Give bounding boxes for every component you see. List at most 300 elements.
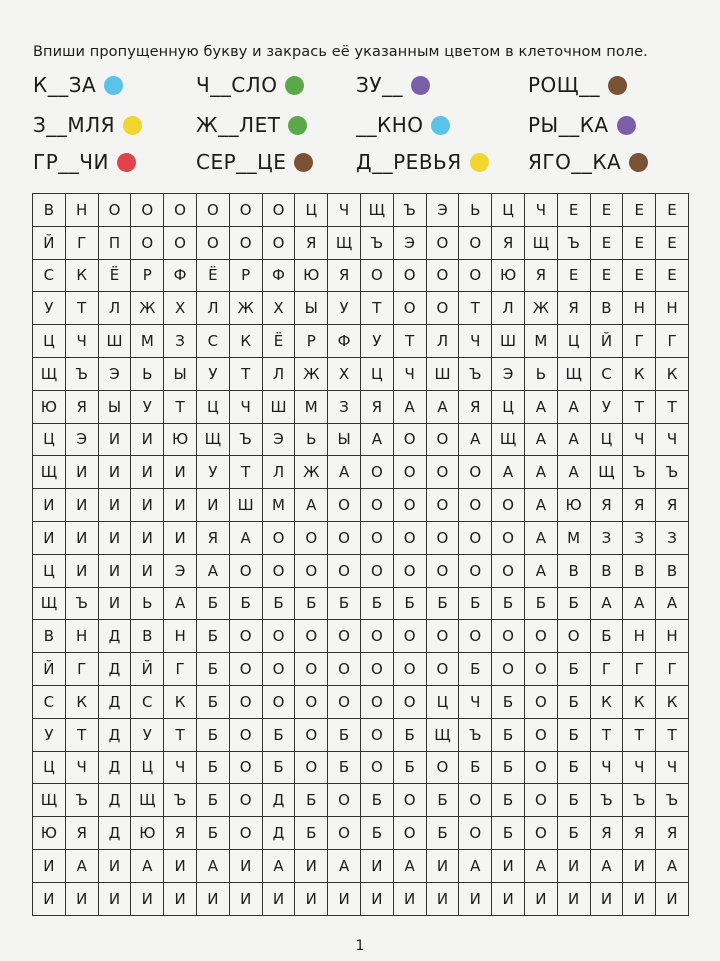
grid-cell[interactable]: Т <box>656 391 689 424</box>
grid-cell[interactable]: О <box>328 817 361 850</box>
grid-cell[interactable]: Ж <box>525 292 558 325</box>
grid-cell[interactable]: Э <box>492 358 525 391</box>
grid-cell[interactable]: Б <box>328 588 361 621</box>
grid-cell[interactable]: И <box>66 456 99 489</box>
grid-cell[interactable]: И <box>164 489 197 522</box>
grid-cell[interactable]: И <box>197 489 230 522</box>
grid-cell[interactable]: О <box>427 653 460 686</box>
grid-cell[interactable]: О <box>525 752 558 785</box>
grid-cell[interactable]: А <box>525 522 558 555</box>
grid-cell[interactable]: О <box>263 522 296 555</box>
grid-cell[interactable]: Б <box>197 817 230 850</box>
grid-cell[interactable]: Б <box>197 752 230 785</box>
grid-cell[interactable]: Ы <box>99 391 132 424</box>
grid-cell[interactable]: Б <box>394 588 427 621</box>
grid-cell[interactable]: Ъ <box>656 456 689 489</box>
grid-cell[interactable]: Й <box>33 227 66 260</box>
grid-cell[interactable]: У <box>328 292 361 325</box>
grid-cell[interactable]: А <box>591 588 624 621</box>
grid-cell[interactable]: Б <box>361 588 394 621</box>
grid-cell[interactable]: Б <box>394 719 427 752</box>
grid-cell[interactable]: Я <box>66 391 99 424</box>
grid-cell[interactable]: А <box>427 391 460 424</box>
grid-cell[interactable]: В <box>33 620 66 653</box>
grid-cell[interactable]: И <box>361 850 394 883</box>
grid-cell[interactable]: Я <box>623 489 656 522</box>
grid-cell[interactable]: О <box>230 817 263 850</box>
grid-cell[interactable]: О <box>230 752 263 785</box>
grid-cell[interactable]: У <box>33 719 66 752</box>
grid-cell[interactable]: Ъ <box>459 719 492 752</box>
grid-cell[interactable]: И <box>99 588 132 621</box>
grid-cell[interactable]: К <box>230 325 263 358</box>
grid-cell[interactable]: И <box>525 883 558 916</box>
grid-cell[interactable]: И <box>459 883 492 916</box>
grid-cell[interactable]: Т <box>459 292 492 325</box>
grid-cell[interactable]: О <box>230 194 263 227</box>
grid-cell[interactable]: Д <box>99 653 132 686</box>
grid-cell[interactable]: Б <box>427 817 460 850</box>
grid-cell[interactable]: О <box>459 456 492 489</box>
grid-cell[interactable]: Я <box>295 227 328 260</box>
grid-cell[interactable]: И <box>230 883 263 916</box>
grid-cell[interactable]: И <box>33 489 66 522</box>
grid-cell[interactable]: О <box>394 260 427 293</box>
grid-cell[interactable]: О <box>427 555 460 588</box>
grid-cell[interactable]: Е <box>623 260 656 293</box>
grid-cell[interactable]: А <box>525 391 558 424</box>
grid-cell[interactable]: У <box>131 391 164 424</box>
grid-cell[interactable]: О <box>459 555 492 588</box>
grid-cell[interactable]: Б <box>492 588 525 621</box>
grid-cell[interactable]: А <box>656 588 689 621</box>
grid-cell[interactable]: Ц <box>33 555 66 588</box>
grid-cell[interactable]: С <box>591 358 624 391</box>
grid-cell[interactable]: О <box>525 653 558 686</box>
grid-cell[interactable]: У <box>591 391 624 424</box>
grid-cell[interactable]: Б <box>361 784 394 817</box>
grid-cell[interactable]: О <box>459 784 492 817</box>
grid-cell[interactable]: Ц <box>558 325 591 358</box>
grid-cell[interactable]: И <box>427 850 460 883</box>
grid-cell[interactable]: А <box>623 588 656 621</box>
grid-cell[interactable]: Ъ <box>623 784 656 817</box>
grid-cell[interactable]: К <box>591 686 624 719</box>
grid-cell[interactable]: Т <box>394 325 427 358</box>
grid-cell[interactable]: Й <box>33 653 66 686</box>
grid-cell[interactable]: О <box>230 620 263 653</box>
grid-cell[interactable]: О <box>558 620 591 653</box>
grid-cell[interactable]: И <box>131 883 164 916</box>
grid-cell[interactable]: У <box>197 358 230 391</box>
grid-cell[interactable]: О <box>459 522 492 555</box>
grid-cell[interactable]: Б <box>295 817 328 850</box>
grid-cell[interactable]: О <box>99 194 132 227</box>
grid-cell[interactable]: К <box>623 686 656 719</box>
grid-cell[interactable]: Т <box>164 391 197 424</box>
grid-cell[interactable]: Э <box>394 227 427 260</box>
grid-cell[interactable]: О <box>230 555 263 588</box>
grid-cell[interactable]: Т <box>623 391 656 424</box>
grid-cell[interactable]: И <box>656 883 689 916</box>
grid-cell[interactable]: Д <box>99 686 132 719</box>
grid-cell[interactable]: О <box>328 620 361 653</box>
grid-cell[interactable]: И <box>558 850 591 883</box>
grid-cell[interactable]: Щ <box>131 784 164 817</box>
grid-cell[interactable]: О <box>295 522 328 555</box>
grid-cell[interactable]: Г <box>656 325 689 358</box>
grid-cell[interactable]: И <box>164 456 197 489</box>
grid-cell[interactable]: Ю <box>33 391 66 424</box>
grid-cell[interactable]: О <box>328 653 361 686</box>
grid-cell[interactable]: Б <box>558 784 591 817</box>
grid-cell[interactable]: А <box>328 850 361 883</box>
grid-cell[interactable]: Л <box>492 292 525 325</box>
grid-cell[interactable]: О <box>525 620 558 653</box>
grid-cell[interactable]: И <box>131 489 164 522</box>
grid-cell[interactable]: О <box>492 555 525 588</box>
grid-cell[interactable]: Щ <box>197 424 230 457</box>
grid-cell[interactable]: О <box>263 686 296 719</box>
grid-cell[interactable]: К <box>164 686 197 719</box>
grid-cell[interactable]: Г <box>164 653 197 686</box>
grid-cell[interactable]: Ы <box>164 358 197 391</box>
grid-cell[interactable]: Щ <box>427 719 460 752</box>
grid-cell[interactable]: И <box>99 456 132 489</box>
grid-cell[interactable]: И <box>492 850 525 883</box>
grid-cell[interactable]: О <box>394 522 427 555</box>
grid-cell[interactable]: В <box>656 555 689 588</box>
grid-cell[interactable]: О <box>459 620 492 653</box>
grid-cell[interactable]: И <box>99 883 132 916</box>
grid-cell[interactable]: Я <box>459 391 492 424</box>
grid-cell[interactable]: Ц <box>492 194 525 227</box>
grid-cell[interactable]: О <box>230 686 263 719</box>
grid-cell[interactable]: И <box>295 883 328 916</box>
grid-cell[interactable]: К <box>66 686 99 719</box>
grid-cell[interactable]: И <box>623 883 656 916</box>
grid-cell[interactable]: О <box>197 194 230 227</box>
grid-cell[interactable]: Ч <box>591 752 624 785</box>
grid-cell[interactable]: А <box>361 424 394 457</box>
grid-cell[interactable]: Е <box>558 194 591 227</box>
grid-cell[interactable]: Э <box>164 555 197 588</box>
grid-cell[interactable]: Б <box>558 653 591 686</box>
grid-cell[interactable]: Я <box>623 817 656 850</box>
grid-cell[interactable]: Е <box>591 227 624 260</box>
grid-cell[interactable]: З <box>591 522 624 555</box>
grid-cell[interactable]: Б <box>295 588 328 621</box>
grid-cell[interactable]: Ш <box>263 391 296 424</box>
grid-cell[interactable]: Г <box>623 325 656 358</box>
grid-cell[interactable]: Ч <box>164 752 197 785</box>
grid-cell[interactable]: Ё <box>197 260 230 293</box>
grid-cell[interactable]: Ц <box>131 752 164 785</box>
grid-cell[interactable]: Б <box>492 719 525 752</box>
grid-cell[interactable]: А <box>558 456 591 489</box>
grid-cell[interactable]: Б <box>558 817 591 850</box>
grid-cell[interactable]: К <box>623 358 656 391</box>
grid-cell[interactable]: О <box>525 719 558 752</box>
grid-cell[interactable]: Н <box>164 620 197 653</box>
grid-cell[interactable]: О <box>394 784 427 817</box>
grid-cell[interactable]: О <box>427 424 460 457</box>
grid-cell[interactable]: Д <box>263 784 296 817</box>
grid-cell[interactable]: Ю <box>492 260 525 293</box>
grid-cell[interactable]: Х <box>164 292 197 325</box>
grid-cell[interactable]: Я <box>656 489 689 522</box>
grid-cell[interactable]: Ъ <box>394 194 427 227</box>
grid-cell[interactable]: О <box>328 555 361 588</box>
grid-cell[interactable]: Б <box>492 752 525 785</box>
grid-cell[interactable]: В <box>33 194 66 227</box>
grid-cell[interactable]: Ю <box>558 489 591 522</box>
grid-cell[interactable]: Д <box>99 752 132 785</box>
grid-cell[interactable]: О <box>361 719 394 752</box>
grid-cell[interactable]: Т <box>66 292 99 325</box>
grid-cell[interactable]: И <box>164 522 197 555</box>
grid-cell[interactable]: Т <box>656 719 689 752</box>
grid-cell[interactable]: Ъ <box>361 227 394 260</box>
grid-cell[interactable]: Ъ <box>459 358 492 391</box>
grid-cell[interactable]: Ц <box>197 391 230 424</box>
grid-cell[interactable]: Л <box>197 292 230 325</box>
grid-cell[interactable]: Щ <box>525 227 558 260</box>
grid-cell[interactable]: О <box>361 686 394 719</box>
grid-cell[interactable]: Б <box>295 784 328 817</box>
grid-cell[interactable]: З <box>656 522 689 555</box>
grid-cell[interactable]: Ь <box>459 194 492 227</box>
grid-cell[interactable]: И <box>295 850 328 883</box>
grid-cell[interactable]: М <box>525 325 558 358</box>
grid-cell[interactable]: О <box>394 555 427 588</box>
grid-cell[interactable]: О <box>361 752 394 785</box>
grid-cell[interactable]: Т <box>230 358 263 391</box>
grid-cell[interactable]: Т <box>591 719 624 752</box>
grid-cell[interactable]: Ъ <box>164 784 197 817</box>
grid-cell[interactable]: О <box>131 227 164 260</box>
grid-cell[interactable]: Б <box>197 653 230 686</box>
grid-cell[interactable]: Ц <box>591 424 624 457</box>
grid-cell[interactable]: С <box>131 686 164 719</box>
grid-cell[interactable]: Р <box>131 260 164 293</box>
grid-cell[interactable]: Э <box>99 358 132 391</box>
grid-cell[interactable]: И <box>164 850 197 883</box>
grid-cell[interactable]: У <box>131 719 164 752</box>
grid-cell[interactable]: Щ <box>492 424 525 457</box>
grid-cell[interactable]: Б <box>361 817 394 850</box>
grid-cell[interactable]: Е <box>656 227 689 260</box>
grid-cell[interactable]: А <box>656 850 689 883</box>
grid-cell[interactable]: Д <box>99 817 132 850</box>
grid-cell[interactable]: Н <box>66 194 99 227</box>
grid-cell[interactable]: Г <box>66 227 99 260</box>
grid-cell[interactable]: О <box>427 522 460 555</box>
grid-cell[interactable]: О <box>394 456 427 489</box>
grid-cell[interactable]: Я <box>328 260 361 293</box>
grid-cell[interactable]: М <box>263 489 296 522</box>
grid-cell[interactable]: И <box>99 522 132 555</box>
grid-cell[interactable]: А <box>394 391 427 424</box>
grid-cell[interactable]: О <box>492 620 525 653</box>
grid-cell[interactable]: Б <box>492 686 525 719</box>
grid-cell[interactable]: Н <box>623 292 656 325</box>
grid-cell[interactable]: А <box>164 588 197 621</box>
grid-cell[interactable]: Ъ <box>656 784 689 817</box>
grid-cell[interactable]: Б <box>591 620 624 653</box>
grid-cell[interactable]: Б <box>230 588 263 621</box>
grid-cell[interactable]: О <box>295 752 328 785</box>
grid-cell[interactable]: Б <box>558 752 591 785</box>
grid-cell[interactable]: Ш <box>427 358 460 391</box>
grid-cell[interactable]: О <box>361 522 394 555</box>
grid-cell[interactable]: Ч <box>230 391 263 424</box>
grid-cell[interactable]: Ж <box>295 456 328 489</box>
grid-cell[interactable]: Ч <box>525 194 558 227</box>
grid-cell[interactable]: Э <box>427 194 460 227</box>
grid-cell[interactable]: И <box>33 883 66 916</box>
grid-cell[interactable]: В <box>591 292 624 325</box>
grid-cell[interactable]: И <box>131 555 164 588</box>
grid-cell[interactable]: О <box>427 620 460 653</box>
grid-cell[interactable]: Ч <box>656 752 689 785</box>
grid-cell[interactable]: О <box>427 489 460 522</box>
grid-cell[interactable]: О <box>492 489 525 522</box>
grid-cell[interactable]: В <box>558 555 591 588</box>
grid-cell[interactable]: О <box>295 653 328 686</box>
grid-cell[interactable]: И <box>33 522 66 555</box>
grid-cell[interactable]: Ч <box>623 424 656 457</box>
grid-cell[interactable]: Б <box>197 620 230 653</box>
grid-cell[interactable]: О <box>394 489 427 522</box>
grid-cell[interactable]: Я <box>492 227 525 260</box>
grid-cell[interactable]: И <box>328 883 361 916</box>
grid-cell[interactable]: Т <box>361 292 394 325</box>
grid-cell[interactable]: Б <box>197 588 230 621</box>
grid-cell[interactable]: Ъ <box>66 358 99 391</box>
grid-cell[interactable]: П <box>99 227 132 260</box>
grid-cell[interactable]: О <box>164 194 197 227</box>
grid-cell[interactable]: О <box>197 227 230 260</box>
grid-cell[interactable]: О <box>361 620 394 653</box>
grid-cell[interactable]: О <box>427 227 460 260</box>
grid-cell[interactable]: Л <box>263 358 296 391</box>
grid-cell[interactable]: Г <box>656 653 689 686</box>
grid-cell[interactable]: О <box>394 292 427 325</box>
grid-cell[interactable]: Б <box>328 752 361 785</box>
grid-cell[interactable]: М <box>131 325 164 358</box>
grid-cell[interactable]: И <box>492 883 525 916</box>
grid-cell[interactable]: Щ <box>361 194 394 227</box>
grid-cell[interactable]: Б <box>263 752 296 785</box>
grid-cell[interactable]: О <box>361 456 394 489</box>
grid-cell[interactable]: Л <box>427 325 460 358</box>
grid-cell[interactable]: Я <box>591 817 624 850</box>
grid-cell[interactable]: И <box>66 883 99 916</box>
grid-cell[interactable]: И <box>99 555 132 588</box>
grid-cell[interactable]: О <box>361 489 394 522</box>
grid-cell[interactable]: Ж <box>131 292 164 325</box>
grid-cell[interactable]: З <box>164 325 197 358</box>
grid-cell[interactable]: Н <box>623 620 656 653</box>
grid-cell[interactable]: Щ <box>33 456 66 489</box>
grid-cell[interactable]: Ф <box>164 260 197 293</box>
grid-cell[interactable]: Ъ <box>66 784 99 817</box>
grid-cell[interactable]: Б <box>459 653 492 686</box>
grid-cell[interactable]: Х <box>263 292 296 325</box>
grid-cell[interactable]: Ц <box>295 194 328 227</box>
grid-cell[interactable]: И <box>263 883 296 916</box>
grid-cell[interactable]: О <box>328 686 361 719</box>
grid-cell[interactable]: Ч <box>623 752 656 785</box>
grid-cell[interactable]: Р <box>230 260 263 293</box>
grid-cell[interactable]: Ц <box>427 686 460 719</box>
grid-cell[interactable]: Р <box>295 325 328 358</box>
grid-cell[interactable]: Б <box>558 588 591 621</box>
grid-cell[interactable]: А <box>197 555 230 588</box>
grid-cell[interactable]: Х <box>328 358 361 391</box>
grid-cell[interactable]: О <box>427 292 460 325</box>
grid-cell[interactable]: А <box>295 489 328 522</box>
grid-cell[interactable]: И <box>99 424 132 457</box>
grid-cell[interactable]: О <box>263 555 296 588</box>
grid-cell[interactable]: Ю <box>164 424 197 457</box>
grid-cell[interactable]: Е <box>558 260 591 293</box>
grid-cell[interactable]: О <box>394 817 427 850</box>
grid-cell[interactable]: Я <box>558 292 591 325</box>
grid-cell[interactable]: Б <box>427 784 460 817</box>
grid-cell[interactable]: А <box>197 850 230 883</box>
grid-cell[interactable]: Ь <box>131 358 164 391</box>
grid-cell[interactable]: З <box>328 391 361 424</box>
grid-cell[interactable]: О <box>492 522 525 555</box>
grid-cell[interactable]: Э <box>66 424 99 457</box>
grid-cell[interactable]: Ж <box>230 292 263 325</box>
grid-cell[interactable]: Б <box>197 686 230 719</box>
grid-cell[interactable]: А <box>131 850 164 883</box>
grid-cell[interactable]: Б <box>197 784 230 817</box>
grid-cell[interactable]: О <box>525 784 558 817</box>
grid-cell[interactable]: О <box>394 653 427 686</box>
grid-cell[interactable]: Я <box>656 817 689 850</box>
grid-cell[interactable]: А <box>459 850 492 883</box>
grid-cell[interactable]: Ю <box>131 817 164 850</box>
grid-cell[interactable]: И <box>164 883 197 916</box>
grid-cell[interactable]: Щ <box>33 784 66 817</box>
grid-cell[interactable]: Ю <box>33 817 66 850</box>
grid-cell[interactable]: Ч <box>328 194 361 227</box>
grid-cell[interactable]: Л <box>99 292 132 325</box>
grid-cell[interactable]: Щ <box>33 358 66 391</box>
grid-cell[interactable]: Ш <box>99 325 132 358</box>
grid-cell[interactable]: Н <box>656 620 689 653</box>
grid-cell[interactable]: О <box>230 719 263 752</box>
grid-cell[interactable]: О <box>459 817 492 850</box>
grid-cell[interactable]: А <box>525 850 558 883</box>
grid-cell[interactable]: Й <box>591 325 624 358</box>
grid-cell[interactable]: И <box>66 522 99 555</box>
grid-cell[interactable]: А <box>558 424 591 457</box>
grid-cell[interactable]: Е <box>623 194 656 227</box>
grid-cell[interactable]: Д <box>263 817 296 850</box>
grid-cell[interactable]: А <box>328 456 361 489</box>
grid-cell[interactable]: Е <box>656 194 689 227</box>
grid-cell[interactable]: Ч <box>394 358 427 391</box>
grid-cell[interactable]: О <box>328 784 361 817</box>
grid-cell[interactable]: Т <box>66 719 99 752</box>
grid-cell[interactable]: У <box>361 325 394 358</box>
grid-cell[interactable]: Б <box>525 588 558 621</box>
